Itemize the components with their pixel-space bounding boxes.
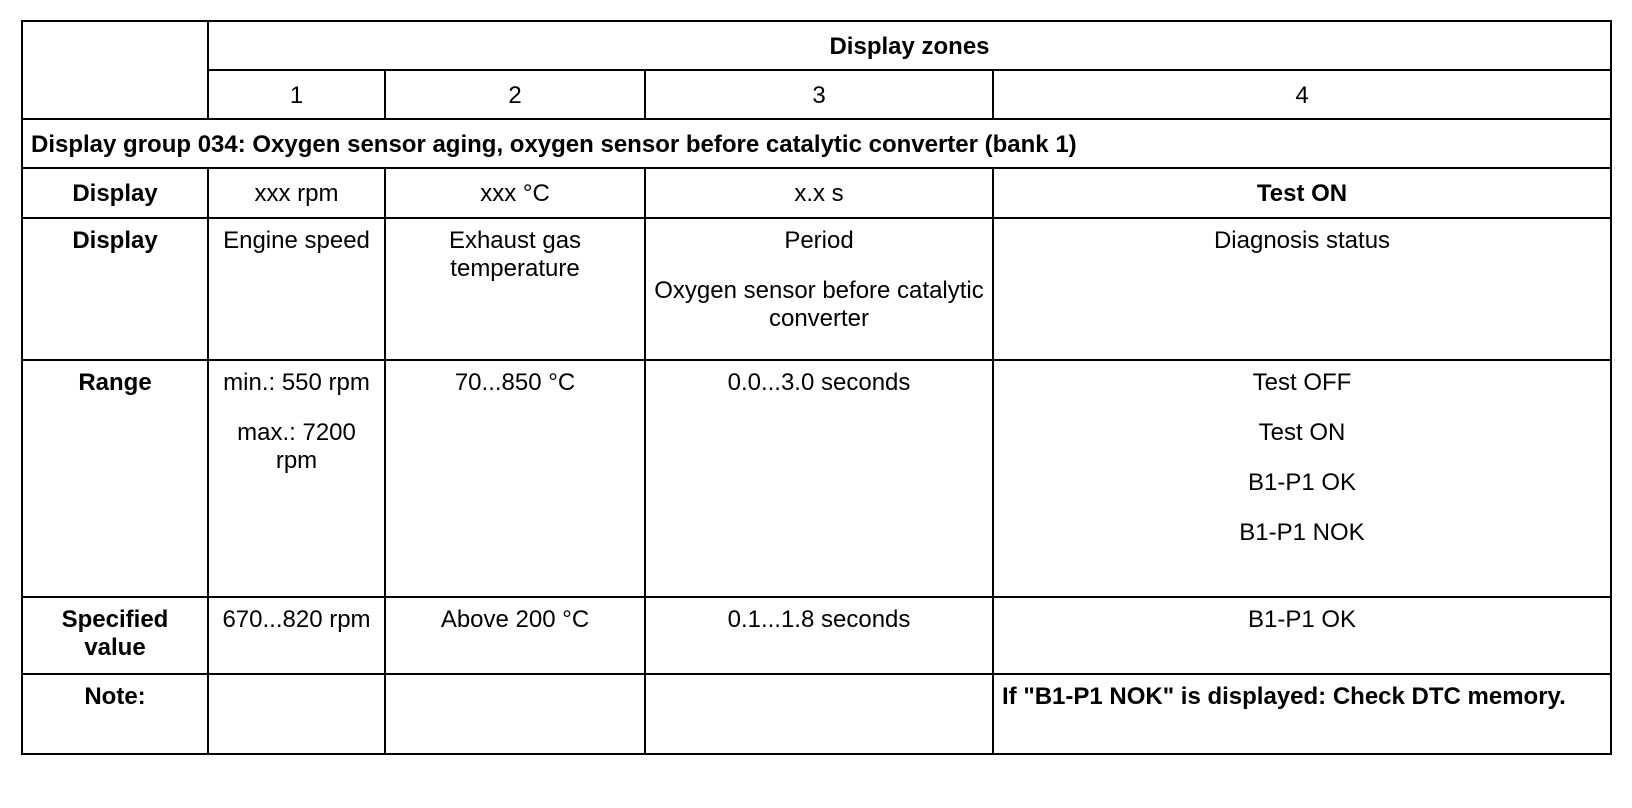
zone4-range-value: B1-P1 NOK	[1239, 519, 1365, 546]
row-label-range: Range	[22, 360, 208, 597]
range-row	[22, 360, 1611, 597]
header-row	[22, 21, 1611, 70]
row-label-display: Display	[22, 168, 208, 218]
zone-number-1: 1	[208, 70, 385, 119]
zone1-note	[208, 674, 385, 754]
zone3-note	[645, 674, 993, 754]
zone1-range	[208, 360, 385, 597]
zone4-note: If "B1-P1 NOK" is displayed: Check DTC memory.	[993, 674, 1611, 754]
zone2-note	[385, 674, 645, 754]
display-group-table	[21, 20, 1612, 755]
group-title-row	[22, 119, 1611, 168]
zone3-specified: 0.1...1.8 seconds	[645, 597, 993, 674]
zone4-range-value: B1-P1 OK	[1247, 469, 1357, 496]
zone-number-4: 4	[993, 70, 1611, 119]
zone4-range-value: Test OFF	[1252, 369, 1352, 396]
zone-number-2: 2	[385, 70, 645, 119]
zone3-meaning-period: Period	[784, 227, 854, 254]
display-units-row	[22, 168, 1611, 218]
zone1-meaning: Engine speed	[208, 218, 385, 360]
zone4-specified: B1-P1 OK	[993, 597, 1611, 674]
zone1-range-min: min.: 550 rpm	[223, 369, 370, 396]
zone1-specified: 670...820 rpm	[208, 597, 385, 674]
specified-value-row	[22, 597, 1611, 674]
row-label-note: Note:	[22, 674, 208, 754]
zone2-meaning: Exhaust gas temperature	[385, 218, 645, 360]
zone-number-3: 3	[645, 70, 993, 119]
zone3-meaning-sensor: Oxygen sensor before catalytic converter	[654, 277, 984, 332]
zone4-range-value: Test ON	[1258, 419, 1346, 446]
zone3-unit: x.x s	[645, 168, 993, 218]
zone4-meaning: Diagnosis status	[993, 218, 1611, 360]
zone4-unit: Test ON	[993, 168, 1611, 218]
zone3-range: 0.0...3.0 seconds	[645, 360, 993, 597]
zone2-range: 70...850 °C	[385, 360, 645, 597]
zone1-unit: xxx rpm	[208, 168, 385, 218]
zone1-range-max: max.: 7200 rpm	[237, 419, 356, 474]
display-meaning-row	[22, 218, 1611, 360]
zone3-meaning	[645, 218, 993, 360]
zone4-range	[993, 360, 1611, 597]
note-row	[22, 674, 1611, 754]
display-zones-header: Display zones	[208, 21, 1611, 70]
zone-number-row	[22, 70, 1611, 119]
row-label-specified-value: Specified value	[22, 597, 208, 674]
row-label-display-meaning: Display	[22, 218, 208, 360]
zone2-unit: xxx °C	[385, 168, 645, 218]
group-title: Display group 034: Oxygen sensor aging, oxygen sensor before catalytic converter (bank 1)	[22, 119, 1611, 168]
zone2-specified: Above 200 °C	[385, 597, 645, 674]
corner-cell	[22, 21, 208, 119]
